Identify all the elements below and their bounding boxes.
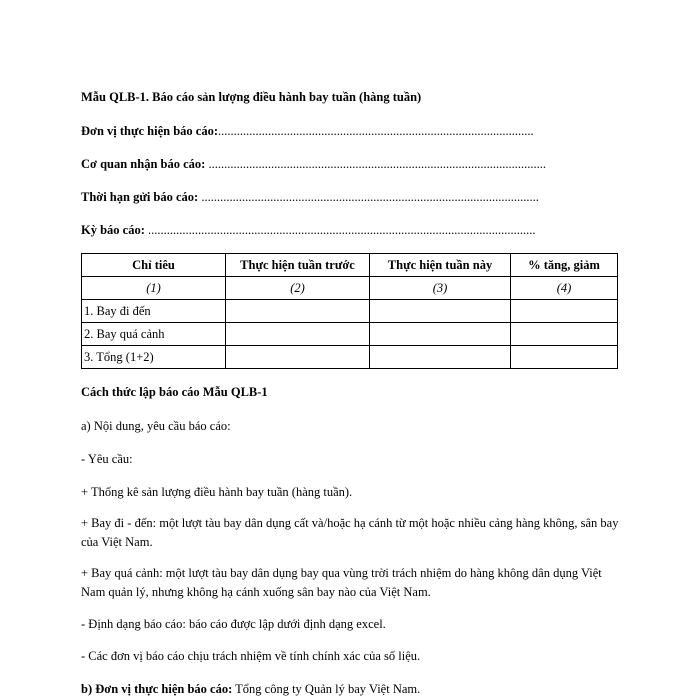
column-number: (4) — [511, 277, 618, 300]
table-cell — [226, 346, 370, 369]
table-header-row — [82, 254, 618, 277]
table-cell — [370, 323, 511, 346]
table-number-row — [82, 277, 618, 300]
table-cell — [370, 346, 511, 369]
table-row — [82, 300, 618, 323]
column-number: (2) — [226, 277, 370, 300]
section-b-label: b) Đơn vị thực hiện báo cáo: — [81, 682, 233, 696]
field-period — [81, 223, 536, 238]
section-b-value: Tổng công ty Quản lý bay Việt Nam. — [232, 682, 421, 696]
table-row — [82, 323, 618, 346]
guide-heading: Cách thức lập báo cáo Mẫu QLB-1 — [81, 385, 268, 399]
table-cell — [511, 300, 618, 323]
report-table — [81, 253, 618, 369]
guide-paragraph: + Bay quá cảnh: một lượt tàu bay dân dụng bay qua vùng trời trách nhiệm do hàng không dân dụng Việt Nam quản lý, nhưng không hạ cánh xuống sân bay nào của Việt Nam. — [81, 566, 602, 599]
field-dots: ............................................................................................................ — [198, 190, 539, 204]
field-receiving-agency — [81, 157, 546, 172]
column-number: (1) — [82, 277, 226, 300]
field-label: Kỳ báo cáo: — [81, 223, 145, 237]
table-cell — [226, 300, 370, 323]
guide-requirements: - Yêu cầu: — [81, 452, 133, 466]
table-cell: 3. Tổng (1+2) — [82, 346, 226, 369]
field-dots: ............................................................................................................ — [205, 157, 546, 171]
form-title: Mẫu QLB-1. Báo cáo sản lượng điều hành bay tuần (hàng tuần) — [81, 90, 422, 104]
guide-paragraph: - Các đơn vị báo cáo chịu trách nhiệm về tính chính xác của số liệu. — [81, 649, 421, 663]
field-label: Đơn vị thực hiện báo cáo: — [81, 124, 218, 138]
column-header: Thực hiện tuần này — [370, 254, 511, 277]
table-cell — [226, 323, 370, 346]
field-reporting-unit — [81, 124, 534, 139]
table-row — [82, 346, 618, 369]
table-cell: 2. Bay quá cảnh — [82, 323, 226, 346]
column-header: Thực hiện tuần trước — [226, 254, 370, 277]
field-deadline — [81, 190, 539, 205]
table-cell — [511, 323, 618, 346]
field-label: Cơ quan nhận báo cáo: — [81, 157, 206, 171]
field-dots: ............................................................................................................................ — [144, 223, 536, 237]
table-cell — [370, 300, 511, 323]
guide-paragraph: - Định dạng báo cáo: báo cáo được lập dưới định dạng excel. — [81, 617, 386, 631]
guide-section-a: a) Nội dung, yêu cầu báo cáo: — [81, 419, 231, 433]
field-dots: ..................................................................................................... — [218, 124, 534, 138]
column-number: (3) — [370, 277, 511, 300]
guide-section-b — [81, 682, 420, 697]
field-label: Thời hạn gửi báo cáo: — [81, 190, 199, 204]
guide-paragraph: + Bay đi - đến: một lượt tàu bay dân dụng cất và/hoặc hạ cánh từ một hoặc nhiều cảng hàng không, sân bay của Việt Nam. — [81, 516, 619, 549]
column-header: % tăng, giảm — [511, 254, 618, 277]
guide-paragraph: + Thống kê sản lượng điều hành bay tuần (hàng tuần). — [81, 485, 353, 499]
table-cell — [511, 346, 618, 369]
column-header: Chỉ tiêu — [82, 254, 226, 277]
table-cell: 1. Bay đi đến — [82, 300, 226, 323]
